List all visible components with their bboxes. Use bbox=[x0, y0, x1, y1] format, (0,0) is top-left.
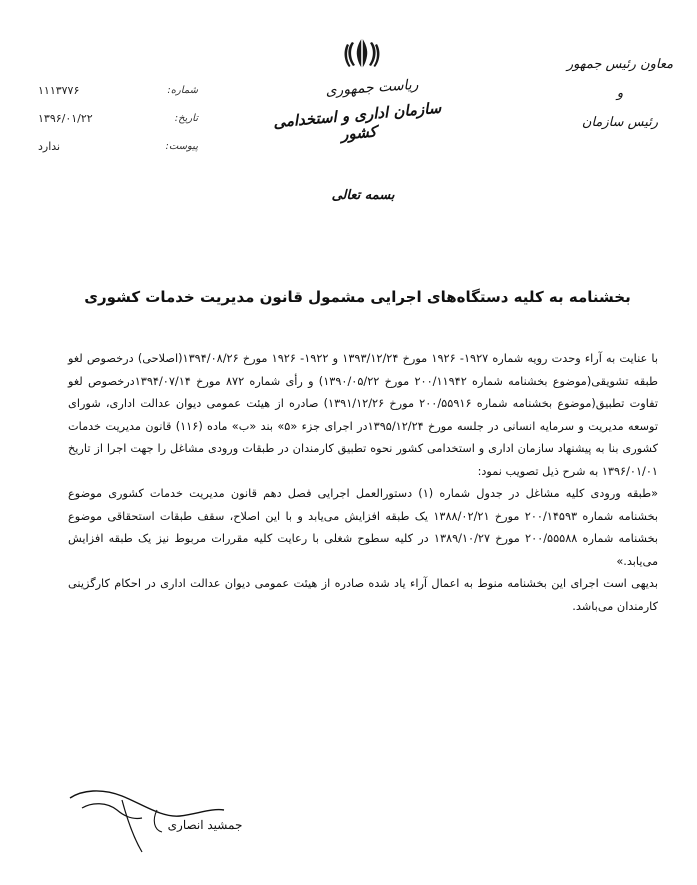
addressee-block bbox=[565, 50, 675, 137]
meta-number-label: شماره: bbox=[167, 84, 198, 96]
meta-date-label: تاریخ: bbox=[174, 112, 198, 124]
meta-attachment-value: ندارد bbox=[38, 139, 61, 153]
document-body bbox=[68, 348, 658, 618]
meta-number-row bbox=[38, 76, 198, 104]
document-title: بخشنامه به کلیه دستگاه‌های اجرایی مشمول قانون مدیریت خدمات کشوری bbox=[84, 288, 631, 306]
meta-attachment-label: پیوست: bbox=[165, 140, 198, 152]
org-name-presidency: ریاست جمهوری bbox=[325, 76, 419, 100]
letter-meta bbox=[38, 76, 198, 160]
meta-number-value: ۱۱۱۳۷۷۶ bbox=[38, 83, 80, 97]
body-paragraph-1: با عنایت به آراء وحدت رویه شماره ۱۹۲۷- ۱۹۲۶ مورخ ۱۳۹۳/۱۲/۲۴ و ۱۹۲۲- ۱۹۲۶ مورخ ۱۳۹۴/۰۸/۲۶(اصلاحی) درخصوص لغو طبقه تشویقی(موضوع بخشنامه شماره ۲۰۰/۱۱۹۴۲ مورخ ۱۳۹۰/۰۵/۲۲) و رأی شماره ۸۷۲ مورخ ۱۳۹۴/۰۷/۱۴درخصوص لغو تفاوت تطبیق(موضوع بخشنامه شماره ۲۰۰/۵۵۹۱۶ مورخ ۱۳۹۱/۱۲/۲۶) صادره از هیئت عمومی دیوان عدالت اداری، شورای توسعه مدیریت و سرمایه انسانی در جلسه مورخ ۱۳۹۵/۱۲/۲۴در اجرای جزء «۵» بند «ب» ماده (۱۱۶) قانون مدیریت خدمات کشوری بنا به پیشنهاد سازمان اداری و استخدامی کشور نحوه تطبیق کارمندان در طبقات ورودی مشاغل را جهت اجرا از تاریخ ۱۳۹۶/۰۱/۰۱ به شرح ذیل تصویب نمود: bbox=[68, 352, 659, 478]
meta-date-row bbox=[38, 104, 198, 132]
meta-attachment-row bbox=[38, 132, 198, 160]
body-paragraph-2: «طبقه ورودی کلیه مشاغل در جدول شماره (۱) دستورالعمل اجرایی فصل دهم قانون مدیریت خدمات کشوری موضوع بخشنامه شماره ۲۰۰/۱۴۵۹۳ مورخ ۱۳۸۸/۰۲/۲۱ یک طبقه افزایش می‌یابد و با این اصلاح، سقف طبقات استحقاقی موضوع بخشنامه شماره ۲۰۰/۵۵۵۸۸ مورخ ۱۳۸۹/۱۰/۲۷ در کلیه سطوح شغلی با رعایت کلیه مقررات مربوط نیز یک طبقه افزایش می‌یابد.» bbox=[68, 487, 659, 568]
bismillah: بسمه تعالی bbox=[331, 188, 395, 203]
meta-date-value: ۱۳۹۶/۰۱/۲۲ bbox=[38, 111, 93, 125]
org-name-administration: سازمان اداری و استخدامی کشور bbox=[272, 98, 442, 144]
addressee-line1: معاون رئیس جمهور bbox=[566, 57, 674, 72]
addressee-line2: و bbox=[616, 86, 624, 101]
signatory-name: جمشید انصاری bbox=[167, 818, 243, 832]
iran-emblem-icon bbox=[342, 36, 382, 70]
addressee-line3: رئیس سازمان bbox=[581, 115, 659, 130]
body-paragraph-3: بدیهی است اجرای این بخشنامه منوط به اعمال آراء یاد شده صادره از هیئت عمومی دیوان عدالت اداری در احکام کارگزینی کارمندان می‌باشد. bbox=[68, 577, 658, 613]
